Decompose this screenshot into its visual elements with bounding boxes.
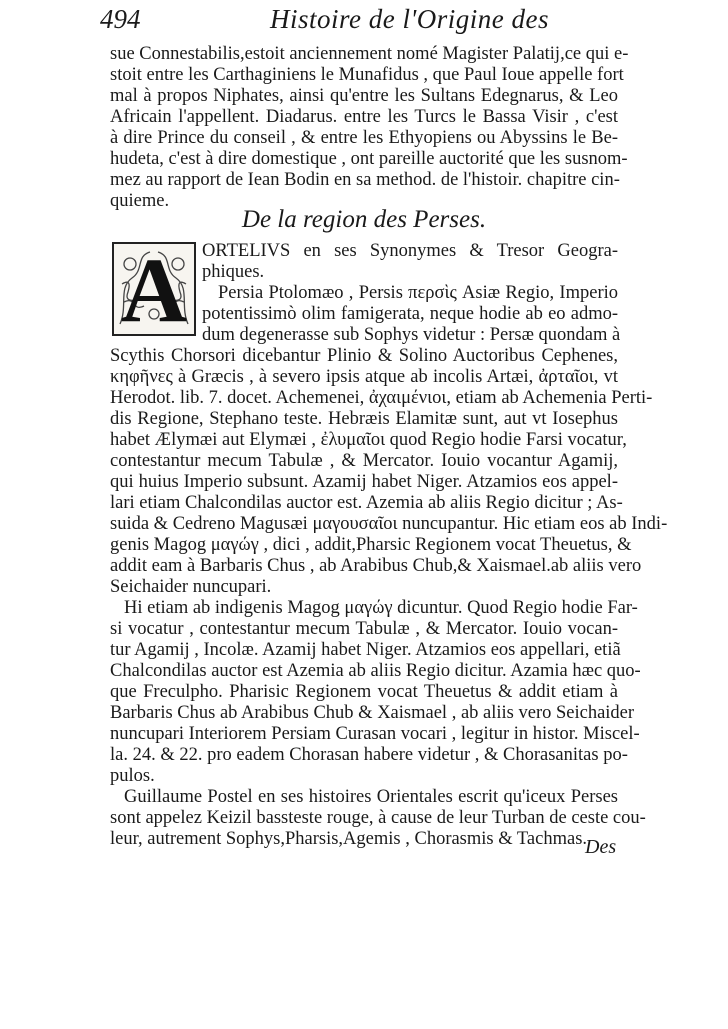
text-line: si vocatur , contestantur mecum Tabulæ , & Mercator. Iouio vocan-	[110, 619, 618, 639]
text-line: la. 24. & 22. pro eadem Chorasan habere videtur , & Chorasanitas po-	[110, 745, 628, 765]
text-line: Scythis Chorsori dicebantur Plinio & Solino Auctoribus Cephenes,	[110, 346, 618, 366]
text-line: Guillaume Postel en ses histoires Orientales escrit qu'iceux Perses	[124, 787, 618, 807]
text-line: pulos.	[110, 766, 155, 786]
text-line: sue Connestabilis,estoit anciennement nomé Magister Palatij,ce qui e-	[110, 44, 629, 64]
text-line: suida & Cedreno Magusæi μαγουσαῖοι nuncupantur. Hic etiam eos ab Indi-	[110, 514, 668, 534]
text-line: lari etiam Chalcondilas auctor est. Azemia ab aliis Regio dicitur ; As-	[110, 493, 623, 513]
page-number: 494	[100, 4, 141, 34]
text-line: Barbaris Chus ab Arabibus Chub & Xaismael , ab aliis vero Seichaider	[110, 703, 635, 723]
text-line: leur, autrement Sophys,Pharsis,Agemis , Chorasmis & Tachmas.	[110, 829, 588, 849]
text-line: nuncupari Interiorem Persiam Curasan vocari , legitur in histor. Miscel-	[110, 724, 640, 744]
text-line: tur Agamij , Incolæ. Azamij habet Niger. Atzamios eos appellari, etiã	[110, 640, 621, 660]
text-line: quieme.	[110, 191, 170, 211]
text-line: genis Magog μαγώγ , dici , addit,Pharsic Regionem vocat Theuetus, &	[110, 535, 632, 555]
text-line: Africain l'appellent. Diadarus. entre les Turcs le Bassa Visir , c'est	[110, 107, 618, 127]
catchword: Des	[585, 836, 617, 858]
text-line: qui huius Imperio subsunt. Azamij habet Niger. Atzamios eos appel-	[110, 472, 618, 492]
text-line: phiques.	[202, 262, 265, 282]
text-line: mez au rapport de Iean Bodin en sa method. de l'histoir. chapitre cin-	[110, 170, 620, 190]
text-line: stoit entre les Carthaginiens le Munafidus , que Paul Ioue appelle fort	[110, 65, 624, 85]
text-line: habet Ælymæi aut Elymæi , ἐλυμαῖοι quod Regio hodie Farsi vocatur,	[110, 430, 627, 450]
decorated-initial	[112, 242, 196, 336]
text-line: hudeta, c'est à dire domestique , ont pareille auctorité que les susnom-	[110, 149, 628, 169]
text-line: Seichaider nuncupari.	[110, 577, 272, 597]
section-heading: De la region des Perses.	[241, 206, 487, 233]
text-line: dum degenerasse sub Sophys videtur : Persæ quondam à	[202, 325, 621, 345]
text-line: dis Regione, Stephano teste. Hebræis Elamitæ sunt, aut vt Iosephus	[110, 409, 618, 429]
text-line: Chalcondilas auctor est Azemia ab aliis Regio dicitur. Azamia hæc quo-	[110, 661, 641, 681]
initial-letter: A	[120, 242, 188, 336]
text-line: potentissimò olim famigerata, neque hodie ab eo admo-	[202, 304, 618, 324]
text-line: ORTELIVS en ses Synonymes & Tresor Geogra-	[202, 241, 618, 261]
running-title: Histoire de l'Origine des	[270, 4, 549, 34]
text-line: Herodot. lib. 7. docet. Achemenei, ἀχαιμένιοι, etiam ab Achemenia Perti-	[110, 388, 653, 408]
text-line: addit eam à Barbaris Chus , ab Arabibus Chub,& Xaismael.ab aliis vero	[110, 556, 642, 576]
text-line: que Freculpho. Pharisic Regionem vocat Theuetus & addit etiam à	[110, 682, 618, 702]
page-header	[100, 2, 660, 42]
text-line: sont appelez Keizil bassteste rouge, à cause de leur Turban de ceste cou-	[110, 808, 646, 828]
text-line: κηφῆνες à Græcis , à severo ipsis atque ab incolis Artæi, ἀρταῖοι, vt	[110, 367, 618, 387]
text-line: Hi etiam ab indigenis Magog μαγώγ dicuntur. Quod Regio hodie Far-	[124, 598, 638, 618]
text-line: à dire Prince du conseil , & entre les Ethyopiens ou Abyssins le Be-	[110, 128, 618, 148]
text-line: mal à propos Niphates, ainsi qu'entre les Sultans Edegnarus, & Leo	[110, 86, 618, 106]
text-line: Persia Ptolomæo , Persis περσὶς Asiæ Regio, Imperio	[218, 283, 618, 303]
text-line: contestantur mecum Tabulæ , & Mercator. Iouio vocantur Agamij,	[110, 451, 618, 471]
